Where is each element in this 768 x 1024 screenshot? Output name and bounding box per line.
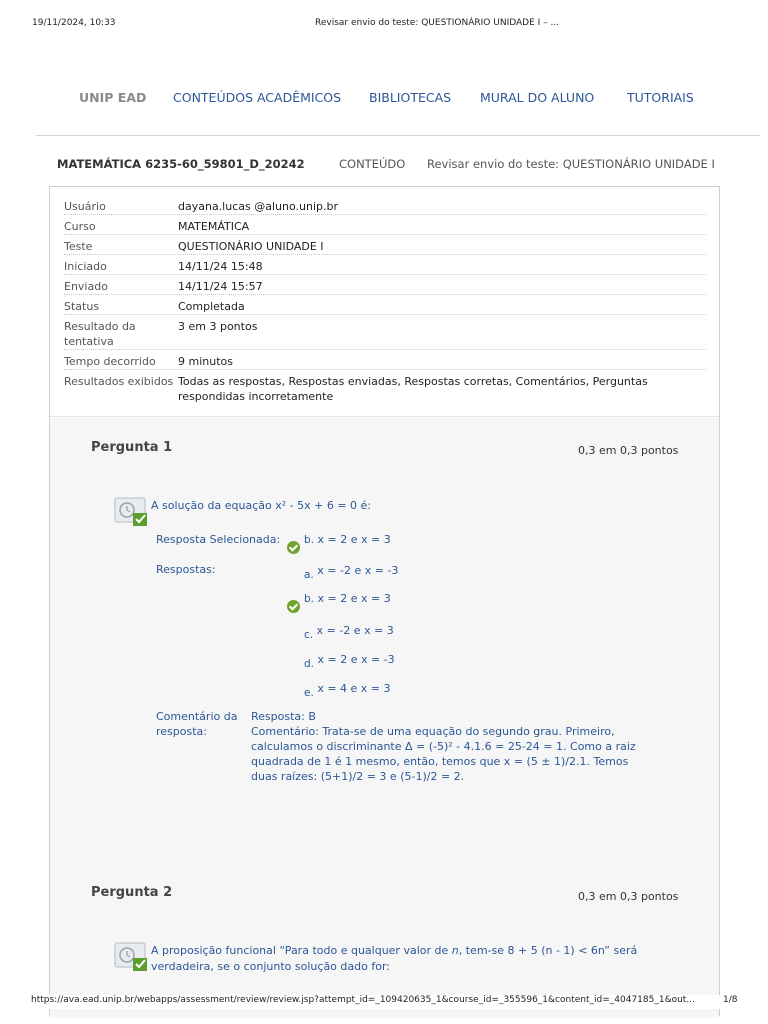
selected-answer (304, 533, 391, 546)
answers-label: Respostas: (156, 563, 216, 576)
comment-label: Comentário da resposta: (156, 710, 238, 738)
option-text: x = -2 e x = -3 (317, 564, 399, 577)
question-2-text (151, 943, 641, 975)
correct-answer-check-icon (287, 600, 300, 613)
print-header (0, 18, 768, 32)
nav-bibliotecas[interactable]: BIBLIOTECAS (369, 90, 452, 105)
option-letter: b. (304, 593, 315, 605)
info-row-iniciado (64, 255, 706, 275)
info-row-usuario (64, 195, 706, 215)
print-date: 19/11/2024, 10:33 (32, 18, 116, 28)
print-title: Revisar envio do teste: QUESTIONÁRIO UNIDADE I – ... (315, 18, 560, 28)
info-value: 14/11/24 15:48 (178, 260, 263, 273)
option-letter: c. (304, 629, 314, 641)
info-value: 3 em 3 pontos (178, 320, 258, 333)
nav-conteudos-academicos[interactable]: CONTEÚDOS ACADÊMICOS (173, 90, 342, 105)
question-2-text-start: A proposição funcional “Para todo e qualquer valor de (151, 944, 452, 957)
comment-text: Comentário: Trata-se de uma equação do segundo grau. Primeiro, calculamos o discriminante Δ = (-5)² - 4.1.6 = 25-24 = 1. Como a raiz quadrada de 1 é 1 mesmo, então, temos que x = (5 ± 1)/2.1. Temos duas raízes: (5+1)/2 = 3 e (5-1)/2 = 2. (251, 725, 636, 783)
question-1-text: A solução da equação x² - 5x + 6 = 0 é: (151, 499, 371, 512)
print-page-number: 1/8 (723, 995, 738, 1005)
info-key: Resultado da tentativa (64, 320, 136, 348)
print-url: https://ava.ead.unip.br/webapps/assessment/review/review.jsp?attempt_id=_109420635_1&course_id=_355596_1&content_id=_4047185_1&out... (31, 995, 695, 1005)
info-key: Iniciado (64, 260, 107, 273)
option-text: x = 2 e x = 3 (317, 592, 391, 605)
questions-area (50, 418, 719, 1018)
option-text: x = 2 e x = 3 (317, 533, 391, 546)
info-value: QUESTIONÁRIO UNIDADE I (178, 240, 324, 253)
top-nav (0, 90, 768, 110)
info-value: MATEMÁTICA (178, 220, 250, 233)
question-2-text-end: , tem-se 8 + 5 (n - 1) < 6n” será verdadeira, se o conjunto solução dado for: (151, 944, 638, 973)
info-row-status (64, 295, 706, 315)
selected-correct-check-icon (287, 541, 300, 554)
question-1-points: 0,3 em 0,3 pontos (578, 444, 679, 457)
info-row-tempo (64, 350, 706, 370)
option-letter: e. (304, 687, 314, 699)
question-correct-icon (114, 942, 148, 972)
option-text: x = 4 e x = 3 (317, 682, 391, 695)
option-letter: d. (304, 658, 315, 670)
question-1-title: Pergunta 1 (91, 440, 173, 455)
answer-option-b (304, 592, 391, 605)
question-2-points: 0,3 em 0,3 pontos (578, 890, 679, 903)
question-2-text-variable: n (451, 944, 459, 957)
info-value: Completada (178, 300, 245, 313)
nav-divider (36, 135, 760, 136)
info-key: Tempo decorrido (64, 355, 156, 368)
info-key: Curso (64, 220, 96, 233)
question-2-title: Pergunta 2 (91, 885, 173, 900)
review-panel (49, 186, 720, 1016)
info-value: 9 minutos (178, 355, 233, 368)
breadcrumb (0, 157, 768, 173)
info-row-teste (64, 235, 706, 255)
answer-option-c (304, 624, 394, 641)
info-key: Resultados exibidos (64, 375, 174, 388)
info-value: 14/11/24 15:57 (178, 280, 263, 293)
info-key: Usuário (64, 200, 106, 213)
comment-answer: Resposta: B (251, 710, 316, 723)
breadcrumb-review: Revisar envio do teste: QUESTIONÁRIO UNIDADE I (427, 157, 715, 171)
answer-option-d (304, 653, 395, 670)
option-letter: a. (304, 569, 314, 581)
print-footer (0, 995, 768, 1009)
attempt-info-table (50, 187, 719, 417)
info-row-resultado (64, 315, 706, 350)
info-value: dayana.lucas @aluno.unip.br (178, 200, 338, 213)
nav-mural-do-aluno[interactable]: MURAL DO ALUNO (480, 90, 595, 105)
option-letter: b. (304, 534, 315, 546)
option-text: x = -2 e x = 3 (316, 624, 394, 637)
info-value: Todas as respostas, Respostas enviadas, Respostas corretas, Comentários, Perguntas respondidas incorretamente (178, 375, 648, 403)
option-text: x = 2 e x = -3 (317, 653, 395, 666)
answer-option-a (304, 564, 399, 581)
info-row-enviado (64, 275, 706, 295)
info-key: Status (64, 300, 100, 313)
breadcrumb-course[interactable]: MATEMÁTICA 6235-60_59801_D_20242 (57, 157, 305, 171)
selected-answer-label: Resposta Selecionada: (156, 533, 281, 546)
info-row-resultados-exibidos (64, 370, 706, 406)
nav-home[interactable]: UNIP EAD (79, 90, 147, 105)
breadcrumb-content[interactable]: CONTEÚDO (339, 157, 406, 171)
info-key: Teste (64, 240, 93, 253)
info-key: Enviado (64, 280, 108, 293)
nav-tutoriais[interactable]: TUTORIAIS (627, 90, 694, 105)
question-correct-icon (114, 497, 148, 527)
answer-option-e (304, 682, 391, 699)
info-row-curso (64, 215, 706, 235)
